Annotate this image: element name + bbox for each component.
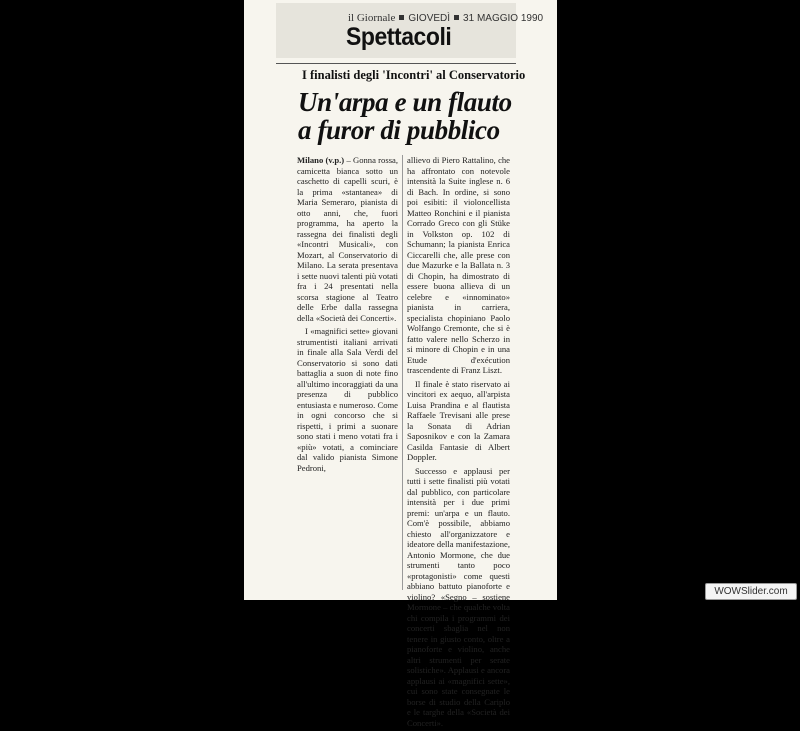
paragraph [297, 155, 398, 323]
column-divider [402, 155, 403, 590]
watermark-link[interactable]: WOWSlider.com [705, 583, 797, 600]
paragraph: Successo e applausi per tutti i sette finalisti più votati dal pubblico, con particolare intensità per i due primi premi: un'arpa e un flauto. Com'è possibile, abbiamo chiesto all'organizzatore e ideatore della manifestazione, Antonio Mormone, che due strumenti tanto poco «protagonisti» come questi abbiano battuto pianoforte e violino? «Segno – sostiene Mormone – che qualche volta chi compila i programmi dei concerti sbaglia nel non tenere in giusto conto, oltre a pianoforte e violino, anche altri strumenti per serate solistiche». Applausi e ancora applausi ai «magnifici sette», cui sono state consegnate le borse di studio della Cariplo e le targhe della «Società dei Concerti». [407, 465, 510, 728]
article-kicker: I finalisti degli 'Incontri' al Conservatorio [302, 68, 526, 82]
dateline: Milano (v.p.) [297, 155, 345, 165]
square-bullet-icon [399, 15, 404, 20]
article-column-2 [407, 155, 510, 731]
issue-date: 31 MAGGIO 1990 [463, 13, 544, 24]
paragraph-text: – Gonna rossa, camicetta bianca sotto un caschetto di capelli scuri, è la prima «stantanea» di Maria Semeraro, pianista di otto anni, che, fuori programma, ha aperto la rassegna dei finalisti degli «Incontri Musicali», con Mozart, al Conservatorio di Milano. La serata presentava i sette nuovi talenti più votati fra i 24 presentati nella scorsa stagione al Teatro delle Erbe dalla rassegna della «Società dei Concerti». [297, 155, 398, 323]
paragraph: allievo di Piero Rattalino, che ha affrontato con notevole intensità la Suite inglese n. 6 di Bach. In ordine, si sono poi esibiti: il violoncellista Matteo Ronchini e il pianista Corrado Greco con gli Stüke in Volkston op. 102 di Schumann; la pianista Enrica Ciccarelli che, alle prese con due Mazurke e la Ballata n. 3 di Chopin, ha dimostrato di essere buona allieva di un celebre e «innominato» pianista in carriera, specialista chopiniano Paolo Wolfango Cremonte, che si è fatto valere nello Scherzo in si minore di Chopin e in una Etude d'exécution trascendente di Franz Liszt. [407, 155, 510, 375]
divider [276, 63, 516, 64]
square-bullet-icon [454, 15, 459, 20]
paragraph: Il finale è stato riservato ai vincitori ex aequo, all'arpista Luisa Prandina e al flautista Raffaele Trevisani alle prese la Sonata di Adrian Saposnikov e con la Zamara Casilda Fantasie di Albert Doppler. [407, 378, 510, 462]
section-title: Spettacoli [346, 23, 452, 51]
paper-name: il Giornale [348, 12, 396, 24]
article-column-1 [297, 155, 398, 476]
article-headline: Un'arpa e un flauto a furor di pubblico [298, 87, 512, 145]
paragraph: I «magnifici sette» giovani strumentisti italiani arrivati in finale alla Sala Verdi del Conservatorio si sono dati battaglia a suon di note fino all'ultimo incoraggiati da una presenza di pubblico entusiasta e numeroso. Come in ogni concorso che si rispetti, i primi a suonare sono stati i meno votati fra i «più» votati, a cominciare dal valido pianista Simone Pedroni, [297, 326, 398, 473]
weekday: GIOVEDÌ [408, 13, 451, 24]
